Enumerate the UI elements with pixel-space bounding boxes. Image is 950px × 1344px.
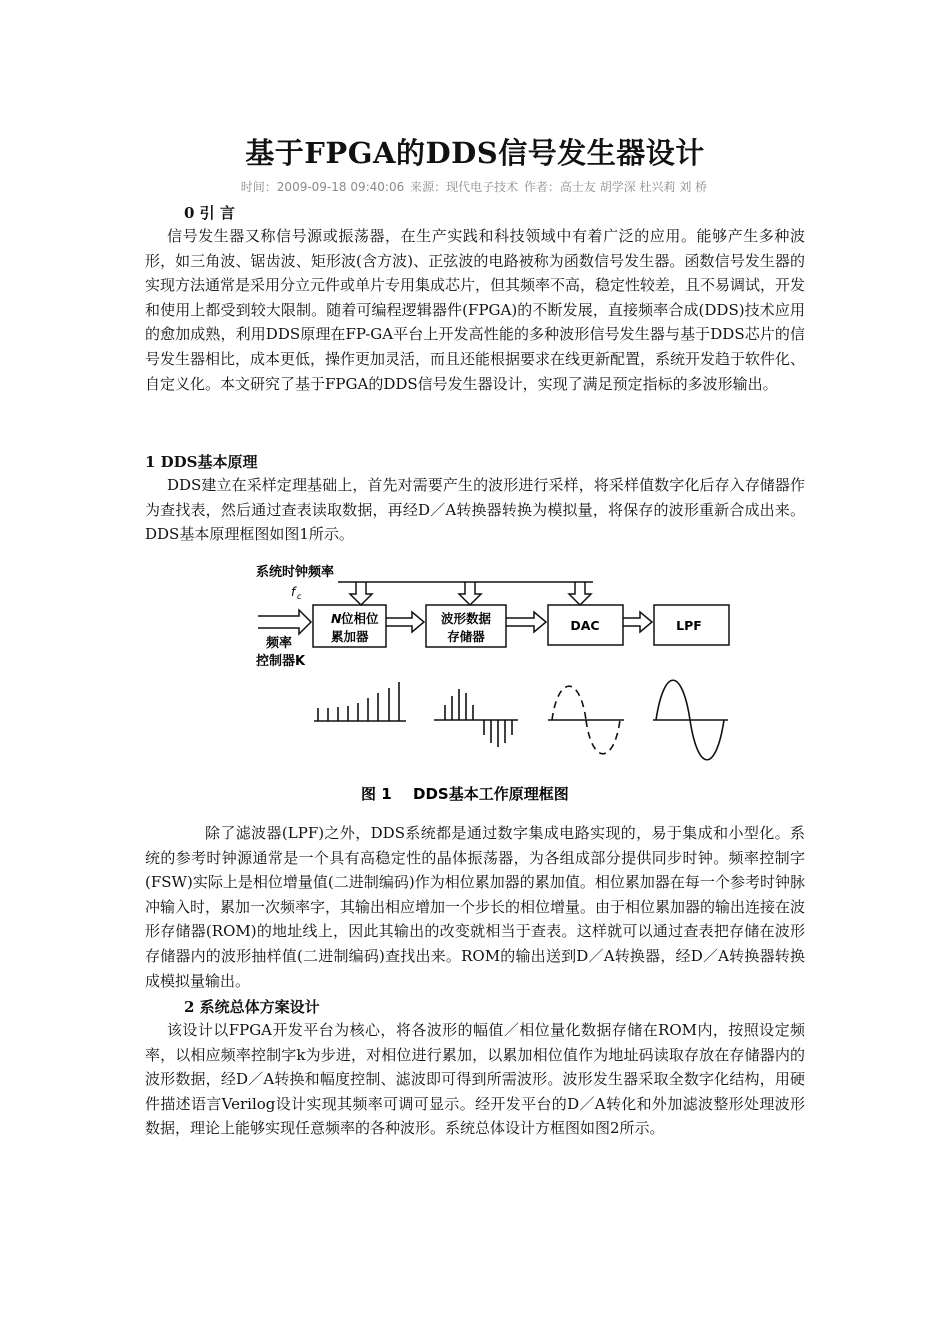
waveform-ramp-samples <box>314 682 406 721</box>
connector-arrow-2 <box>506 612 546 632</box>
clock-arrow-2 <box>459 582 481 605</box>
input-arrow <box>258 610 311 634</box>
dds-paragraph-2: 除了滤波器(LPF)之外，DDS系统都是通过数字集成电路实现的，易于集成和小型化。系统的参考时钟源通常是一个具有高稳定性的晶体振荡器，为各组成部分提供同步时钟。频率控制字(FSW)实际上是相位增量值(二进制编码)作为相位累加器的累加值。相位累加器在每一个参考时钟脉冲输入时，累加一次频率字，其输出相应增加一个步长的相位增量。由于相位累加器的输出连接在波形存储器(ROM)的地址线上，因此其输出的改变就相当于查表。这样就可以通过查表把存储在波形存储器内的波形抽样值(二进制编码)查找出来。ROM的输出送到D／A转换器，经D／A转换器转换成模拟量输出。 <box>145 824 806 990</box>
article-authors: 作者：高士友 胡学深 杜兴莉 刘 桥 <box>523 180 708 194</box>
intro-paragraph: 信号发生器又称信号源或振荡器，在生产实践和科技领域中有着广泛的应用。能够产生多种波形，如三角波、锯齿波、矩形波(含方波)、正弦波的电路被称为函数信号发生器。函数信号发生器的实现方法通常是采用分立元件或单片专用集成芯片，但其频率不高，稳定性较差，且不易调试，开发和使用上都受到较大限制。随着可编程逻辑器件(FPGA)的不断发展，直接频率合成(DDS)技术应用的愈加成熟，利用DDS原理在FP-GA平台上开发高性能的多种波形信号发生器与基于DDS芯片的信号发生器相比，成本更低，操作更加灵活，而且还能根据要求在线更新配置，系统开发趋于软件化、自定义化。本文研究了基于FPGA的DDS信号发生器设计，实现了满足预定指标的多波形输出。 <box>145 227 806 393</box>
figure-dds-block-diagram <box>248 555 702 810</box>
article-title: 基于FPGA的DDS信号发生器设计 <box>245 136 705 170</box>
freq-label-line2: 控制器K <box>256 654 306 669</box>
publish-time: 时间：2009-09-18 09:40:06 <box>240 180 405 194</box>
waveform-dac-output <box>548 686 624 754</box>
waveform-lpf-output <box>653 680 728 760</box>
figure1-caption-text: DDS基本工作原理框图 <box>413 785 569 803</box>
clock-arrow-1 <box>350 582 372 605</box>
clock-symbol: f <box>291 585 296 599</box>
clock-arrow-3 <box>569 582 591 605</box>
connector-arrow-3 <box>623 612 652 632</box>
section-heading-intro: 0 引 言 <box>184 204 235 222</box>
block1-prefix: N <box>331 611 342 626</box>
section-heading-system: 2 系统总体方案设计 <box>184 998 320 1016</box>
section-heading-dds: 1 DDS基本原理 <box>145 453 258 471</box>
clock-subscript: c <box>297 592 302 601</box>
dds-paragraph-1: DDS建立在采样定理基础上，首先对需要产生的波形进行采样，将采样值数字化后存入存储器作为查找表，然后通过查表读取数据，再经D／A转换器转换为模拟量，将保存的波形重新合成出来。DDS基本原理框图如图1所示。 <box>145 476 805 544</box>
connector-arrow-1 <box>386 612 424 632</box>
system-paragraph: 该设计以FPGA开发平台为核心，将各波形的幅值／相位量化数据存储在ROM内，按照设定频率，以相应频率控制字k为步进，对相位进行累加，以累加相位值作为地址码读取存放在存储器内的波形数据，经D／A转换和幅度控制、滤波即可得到所需波形。波形发生器采取全数字化结构，用硬件描述语言Verilog设计实现其频率可调可显示。经开发平台的D／A转化和外加滤波整形处理波形数据，理论上能够实现任意频率的各种波形。系统总体设计方框图如图2所示。 <box>145 1021 805 1138</box>
block2-line1: 波形数据 <box>440 611 492 626</box>
article-source: 来源：现代电子技术 <box>410 180 519 194</box>
block1-line2: 累加器 <box>331 629 369 644</box>
figure1-caption-number: 图 1 <box>361 785 392 803</box>
freq-label-line1: 频率 <box>266 636 293 651</box>
waveform-sampled-sine <box>434 689 518 747</box>
block4-label: LPF <box>676 618 702 633</box>
article-meta <box>0 178 950 195</box>
block1-line1: 位相位 <box>341 611 379 626</box>
clock-label: 系统时钟频率 <box>256 565 335 580</box>
block2-line2: 存储器 <box>447 629 485 644</box>
block3-label: DAC <box>570 618 600 633</box>
